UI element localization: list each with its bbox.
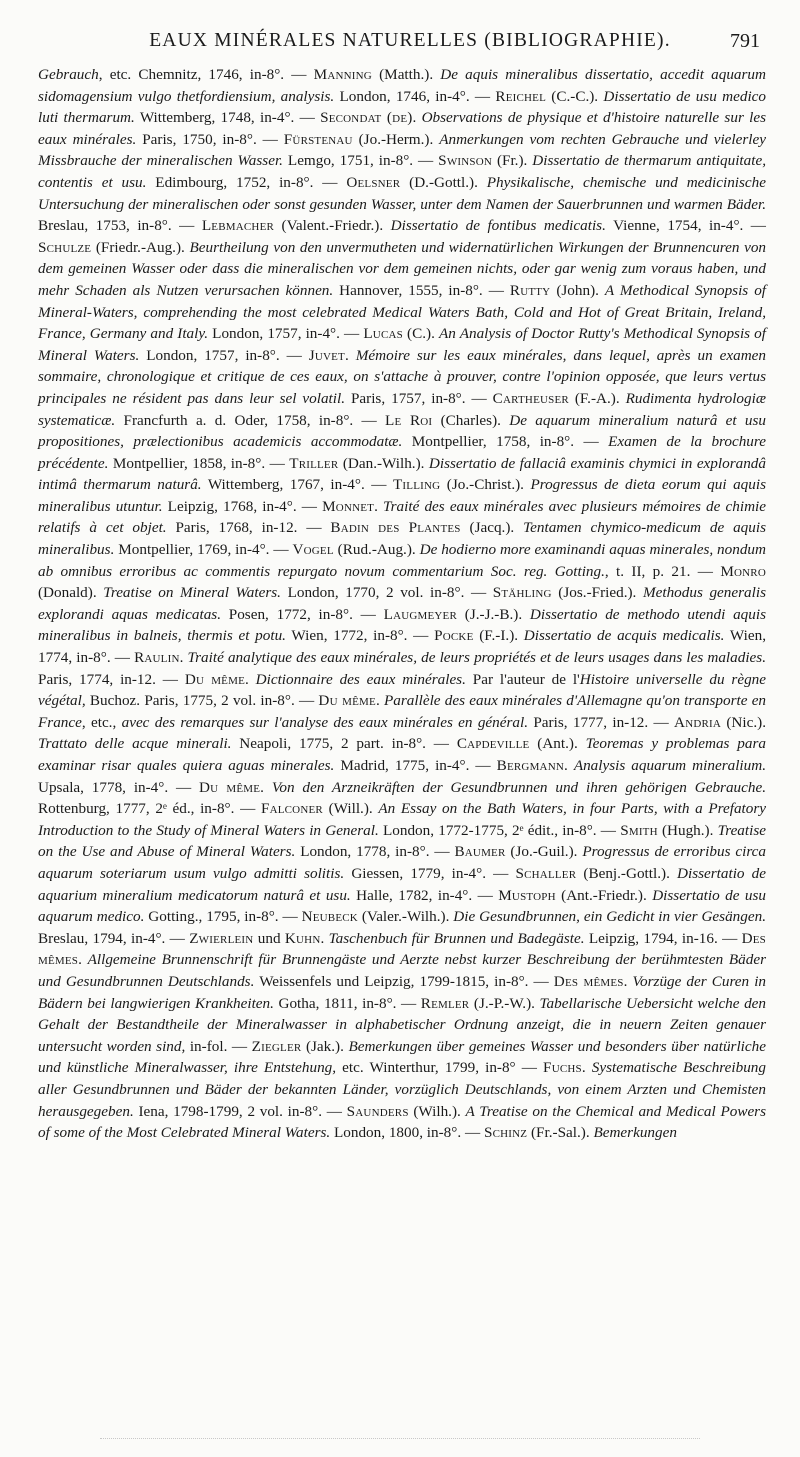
- imprint: Wittemberg, 1748, in-4°. —: [134, 109, 321, 127]
- bibliography-paragraph: [38, 64, 766, 1144]
- author-initials: .: [179, 649, 188, 667]
- imprint: Montpellier, 1758, in-8°. —: [402, 433, 609, 451]
- bibliography-text: [38, 64, 766, 1144]
- author-name: Vogel: [292, 541, 334, 559]
- author-name: Juvet: [308, 346, 345, 364]
- author-name: Bergmann: [496, 757, 564, 774]
- work-title: Bemerkungen über gemeines Wasser und besonders über natürliche und künstliche Mineralwasser, ihre Entstehung,: [38, 1037, 766, 1077]
- work-title: Treatise on Mineral Waters.: [103, 584, 281, 602]
- running-title: EAUX MINÉRALES NATURELLES (BIBLIOGRAPHIE).: [149, 30, 671, 51]
- imprint: Breslau, 1794, in-4°. —: [38, 929, 190, 947]
- author-name: Rutty: [509, 281, 551, 299]
- author-name: Stähling: [492, 584, 552, 602]
- work-title: Dissertatio de aquarium mineralium medicatorum naturâ et usu.: [38, 864, 767, 904]
- author-name: Schaller: [515, 864, 577, 882]
- imprint: Montpellier, 1858, in-8°. —: [108, 454, 290, 472]
- work-title: Treatise on the Use and Abuse of Mineral Waters.: [38, 821, 766, 861]
- author-name: Triller: [289, 454, 339, 472]
- work-title: Taschenbuch für Brunnen und Badegäste.: [328, 929, 585, 947]
- author-initials: (Ant.).: [529, 735, 586, 753]
- imprint: London, 1746, in-4°. —: [334, 87, 496, 105]
- author-initials: (Rud.-Aug.).: [333, 541, 420, 559]
- author-name: Falconer: [260, 800, 323, 818]
- work-title: Mémoire sur les eaux minérales, dans lequel, après un examen sommaire, chronologique et critique de ces eaux, on s'attache à prouver, contre l'opinion opposée, que leurs vertus principales ne résident pas dans leur sel volatil.: [38, 346, 767, 407]
- author-name: Saunders: [346, 1102, 409, 1120]
- imprint: London, 1757, in-4°. —: [208, 325, 364, 343]
- author-initials: (Nic.).: [721, 713, 767, 731]
- author-name: Du même: [199, 778, 261, 796]
- work-title: Tentamen chymico-medicum de aquis mineralibus.: [38, 519, 766, 559]
- author-name: Manning: [313, 66, 372, 83]
- imprint: Paris, 1774, in-12. —: [38, 670, 185, 688]
- author-name: Mustoph: [498, 886, 556, 904]
- conjunction: und: [253, 929, 285, 947]
- imprint: Rottenburg, 1777, 2ᵉ éd., in-8°. —: [38, 800, 261, 818]
- work-title: Dissertatio de thermarum antiquitate, contentis et usu.: [38, 152, 767, 191]
- author-name: Fürstenau: [283, 130, 353, 148]
- author-name: Monnet: [322, 497, 375, 515]
- author-name: Andria: [674, 713, 722, 731]
- author-initials: .: [320, 929, 329, 947]
- author-name: Schinz: [483, 1124, 528, 1142]
- author-name: Oelsner: [346, 173, 401, 191]
- imprint: Leipzig, 1768, in-4°. —: [162, 497, 323, 515]
- imprint: Wien, 1774, in-8°. —: [38, 627, 766, 667]
- author-initials: (Jo.-Guil.).: [505, 843, 583, 861]
- work-title: Traité des eaux minérales avec plusieurs mémoires de chimie relatifs à cet objet.: [38, 497, 767, 537]
- work-title: Progressus de dieta eorum qui aquis mineralibus utuntur.: [38, 476, 766, 515]
- work-title: Parallèle des eaux minérales d'Allemagne qu'on transporte en France: [38, 692, 767, 731]
- author-initials: .: [344, 346, 356, 364]
- author-name: Lebmacher: [201, 217, 275, 235]
- work-title: Allgemeine Brunnenschrift für Brunnengäste und Aerzte nebst kurzer Beschreibung der berühmtesten Bäder und Gesundbrunnen Deutschlands.: [38, 951, 766, 990]
- work-title: De aquis mineralibus dissertatio, accedit aquarum sidomagensium vulgo thetfordiensium, analysis.: [38, 66, 766, 105]
- author-initials: (D.-Gottl.).: [400, 173, 487, 191]
- imprint: Vienne, 1754, in-4°. —: [605, 217, 766, 235]
- work-title: Traité analytique des eaux minérales, de leurs propriétés et de leurs usages dans les maladies.: [187, 649, 766, 667]
- imprint: London, 1778, in-8°. —: [295, 843, 455, 861]
- work-title: Teoremas y problemas para examinar risar quales quiera aguas minerales.: [38, 735, 766, 774]
- imprint: Iena, 1798-1799, 2 vol. in-8°. —: [133, 1102, 347, 1120]
- author-initials: (Matth.).: [371, 66, 441, 83]
- author-initials: (Jacq.).: [460, 519, 524, 537]
- imprint: Francfurth a. d. Oder, 1758, in-8°. —: [115, 411, 386, 429]
- work-title: Analysis aquarum mineralium.: [573, 757, 766, 774]
- imprint: Wien, 1772, in-8°. —: [285, 627, 435, 645]
- imprint: London, 1757, in-8°. —: [139, 346, 309, 364]
- work-title: Dissertatio de methodo utendi aquis mineralibus in balneis, thermis et potu.: [38, 605, 766, 645]
- work-title: Histoire universelle du règne végétal,: [38, 670, 766, 710]
- imprint: Gotha, 1811, in-8°. —: [273, 994, 421, 1012]
- work-title: Dissertatio de acquis medicalis.: [523, 627, 725, 645]
- author-initials: (J.-P.-W.).: [469, 994, 540, 1012]
- author-name: Du même: [318, 692, 376, 710]
- author-name: Smith: [620, 821, 658, 839]
- author-initials: (Valer.-Wilh.).: [357, 908, 454, 926]
- work-title: Physikalische, chemische und medicinische Untersuchung der mineralischen oder sonst gesunden Wasser, unter dem Namen der Sauerbrunnen und warmen Bäder.: [38, 173, 766, 213]
- author-name: Monro: [720, 562, 766, 580]
- author-name: Des mêmes: [553, 972, 624, 990]
- work-title: An Essay on the Bath Waters, in four Parts, with a Prefatory Introduction to the Study of Mineral Waters in General.: [38, 800, 767, 839]
- imprint: Weissenfels und Leipzig, 1799-1815, in-8°. —: [254, 972, 554, 990]
- author-initials: .: [412, 109, 422, 127]
- imprint: London, 1770, 2 vol. in-8°. —: [280, 584, 493, 602]
- author-name: Fuchs: [543, 1059, 582, 1077]
- author-initials: .: [623, 972, 633, 990]
- author-initials: (Jak.).: [301, 1037, 349, 1055]
- author-name: Secondat (de): [320, 109, 413, 127]
- author-name: Kuhn: [284, 929, 321, 947]
- author-initials: (Jos.-Fried.).: [551, 584, 643, 602]
- author-initials: (Benj.-Gottl.).: [576, 864, 678, 882]
- author-name: Lucas: [363, 325, 403, 343]
- imprint: etc. Winterthur, 1799, in-8° —: [336, 1059, 544, 1077]
- author-initials: .: [260, 778, 272, 796]
- work-title: Dissertatio de fallaciâ examinis chymici in explorandâ intimâ thermarum naturâ.: [38, 454, 766, 494]
- page-number: 791: [730, 30, 760, 52]
- author-initials: (John).: [550, 281, 605, 299]
- imprint: London, 1800, in-8°. —: [330, 1124, 484, 1142]
- author-initials: (Will.).: [322, 800, 379, 818]
- imprint: , t. II, p. 21. —: [604, 562, 721, 580]
- imprint: Hannover, 1555, in-8°. —: [333, 281, 510, 299]
- work-title: avec des remarques sur l'analyse des eaux minérales en général.: [121, 713, 529, 731]
- author-initials: (Ant.-Friedr.).: [555, 886, 653, 904]
- author-initials: (Dan.-Wilh.).: [338, 454, 429, 472]
- imprint: Neapoli, 1775, 2 part. in-8°. —: [231, 735, 457, 753]
- author-initials: .: [245, 670, 256, 688]
- imprint: Leipzig, 1794, in-16. —: [584, 929, 742, 947]
- work-title: Trattato delle acque minerali.: [38, 735, 232, 753]
- work-title: Examen de la brochure précédente.: [38, 433, 766, 472]
- author-name: Neubeck: [301, 908, 358, 926]
- running-head: [60, 30, 760, 60]
- author-name: Le Roi: [385, 411, 433, 429]
- imprint: Wittemberg, 1767, in-4°. —: [201, 476, 393, 494]
- imprint: Posen, 1772, in-8°. —: [221, 605, 384, 623]
- author-name: Schulze: [38, 238, 92, 256]
- author-name: Du même: [184, 670, 245, 688]
- imprint: Paris, 1777, in-12. —: [528, 713, 675, 731]
- author-name: Capdeville: [456, 735, 530, 753]
- author-name: Pocke: [434, 627, 474, 645]
- work-title: Vorzüge der Curen in Bädern bei langwierigen Krankheiten.: [38, 972, 767, 1012]
- author-name: Ziegler: [251, 1037, 302, 1055]
- work-title: Anmerkungen vom rechten Gebrauche und vielerley Missbrauche der mineralischen Wasser.: [38, 130, 766, 170]
- author-initials: (Friedr.-Aug.).: [91, 238, 190, 256]
- author-initials: (Valent.-Friedr.).: [274, 217, 391, 235]
- author-initials: (Jo.-Herm.).: [352, 130, 440, 148]
- author-initials: (Jo.-Christ.).: [440, 476, 531, 494]
- author-initials: .: [563, 757, 574, 774]
- work-title: A Treatise on the Chemical and Medical Powers of some of the Most Celebrated Mineral Waters.: [38, 1102, 767, 1142]
- imprint: Madrid, 1775, in-4°. —: [334, 757, 497, 774]
- author-initials: (Fr.).: [492, 152, 533, 170]
- author-name: Reichel: [495, 87, 546, 105]
- work-title: An Analysis of Doctor Rutty's Methodical Synopsis of Mineral Waters.: [38, 325, 766, 364]
- author-initials: .: [374, 497, 384, 515]
- work-title: Dictionnaire des eaux minérales.: [255, 670, 466, 688]
- work-title: De aquarum mineralium naturâ et usu propositiones, prælectionibus academicis accommodatæ.: [38, 411, 766, 451]
- author-name: Des mêmes: [38, 929, 766, 969]
- author-initials: .: [581, 1059, 592, 1077]
- author-initials: (J.-J.-B.).: [457, 605, 530, 623]
- imprint: Upsala, 1778, in-4°. —: [38, 778, 200, 796]
- work-title: De hodierno more examinandi aquas minerales, nondum ab omnibus erroribus ac commentis repurgato novum commentarium Soc. reg. Gotting.: [38, 541, 766, 580]
- author-name: Laugmeyer: [383, 605, 458, 623]
- imprint: Buchoz. Paris, 1775, 2 vol. in-8°. —: [85, 692, 319, 710]
- imprint: Breslau, 1753, in-8°. —: [38, 217, 202, 235]
- author-name: Zwierlein: [189, 929, 254, 947]
- work-title: Beurtheilung von den unvermutheten und widernatürlichen Wirkungen der Brunnencuren von dem gemeinen Wasser oder dass die mineralischen vor dem gemeinen nichts, oder gar wenig zum voraus haben, und mehr Schaden als Nutzen verursachen können.: [38, 238, 767, 299]
- work-title: Observations de physique et d'histoire naturelle sur les eaux minérales.: [38, 109, 766, 148]
- author-name: Swinson: [438, 152, 493, 170]
- author-name: Baumer: [454, 843, 506, 861]
- author-name: Cartheuser: [492, 389, 569, 407]
- imprint: , etc.,: [81, 713, 122, 731]
- author-initials: .: [78, 951, 88, 969]
- imprint: Par l'auteur de l': [465, 670, 580, 688]
- author-name: Badin des Plantes: [330, 519, 461, 537]
- imprint: Gotting., 1795, in-8°. —: [144, 908, 302, 926]
- author-initials: (Wilh.).: [408, 1102, 466, 1120]
- imprint: Paris, 1768, in-12. —: [166, 519, 331, 537]
- imprint: Paris, 1750, in-8°. —: [136, 130, 284, 148]
- work-title: Bemerkungen: [593, 1124, 677, 1142]
- bottom-trace: [100, 1438, 700, 1439]
- imprint: Paris, 1757, in-8°. —: [345, 389, 493, 407]
- author-initials: (C.-C.).: [546, 87, 604, 105]
- work-title: Progressus de erroribus circa aquarum soteriarum usum vulgo admitti solitis.: [38, 843, 766, 882]
- work-title: Dissertatio de fontibus medicatis.: [390, 217, 606, 235]
- author-initials: .: [375, 692, 385, 710]
- imprint: Montpellier, 1769, in-4°. —: [114, 541, 293, 559]
- work-title: Dissertatio de usu medico luti thermarum.: [38, 87, 767, 127]
- author-initials: (F.-A.).: [568, 389, 626, 407]
- imprint: , etc. Chemnitz, 1746, in-8°. —: [98, 66, 314, 83]
- author-initials: (Donald).: [38, 584, 104, 602]
- work-title: Die Gesundbrunnen, ein Gedicht in vier Gesängen.: [453, 908, 766, 926]
- author-name: Remler: [420, 994, 470, 1012]
- work-title: Dissertatio de usu aquarum medico.: [38, 886, 766, 926]
- work-title: Von den Arzneikräften der Gesundbrunnen und ihren gehörigen Gebrauche.: [271, 778, 767, 796]
- author-initials: (Charles).: [432, 411, 510, 429]
- author-name: Raulin: [134, 649, 180, 667]
- work-title: Tabellarische Uebersicht welche den Gehalt der Bestandtheile der Mineralwasser in alphabetischer Ordnung anzeigt, die in neuern Zeiten genauer untersucht worden sind,: [38, 994, 766, 1055]
- author-initials: (Fr.-Sal.).: [527, 1124, 594, 1142]
- imprint: Lemgo, 1751, in-8°. —: [282, 152, 439, 170]
- imprint: in-fol. —: [185, 1037, 252, 1055]
- work-title: Methodus generalis explorandi aquas medicatas.: [38, 584, 766, 623]
- title-fragment: Gebrauch: [38, 66, 99, 83]
- author-initials: (F.-I.).: [473, 627, 524, 645]
- imprint: Giessen, 1779, in-4°. —: [344, 864, 516, 882]
- author-initials: (Hugh.).: [657, 821, 718, 839]
- imprint: Halle, 1782, in-4°. —: [350, 886, 499, 904]
- imprint: London, 1772-1775, 2ᵉ édit., in-8°. —: [378, 821, 621, 839]
- work-title: Systematische Beschreibung aller Gesundbrunnen und Bäder der bekannten Länder, vorzüglich Deutschlands, von einem Arzten und Chemisten herausgegeben.: [38, 1059, 766, 1120]
- work-title: Rudimenta hydrologiæ systematicæ.: [38, 389, 766, 429]
- imprint: Edimbourg, 1752, in-8°. —: [146, 173, 347, 191]
- work-title: A Methodical Synopsis of Mineral-Waters, comprehending the most celebrated Medical Waters Bath, Cold and Hot of Great Britain, Ireland, France, Germany and Italy.: [38, 281, 767, 343]
- author-name: Tilling: [392, 476, 441, 494]
- author-initials: (C.).: [402, 325, 440, 343]
